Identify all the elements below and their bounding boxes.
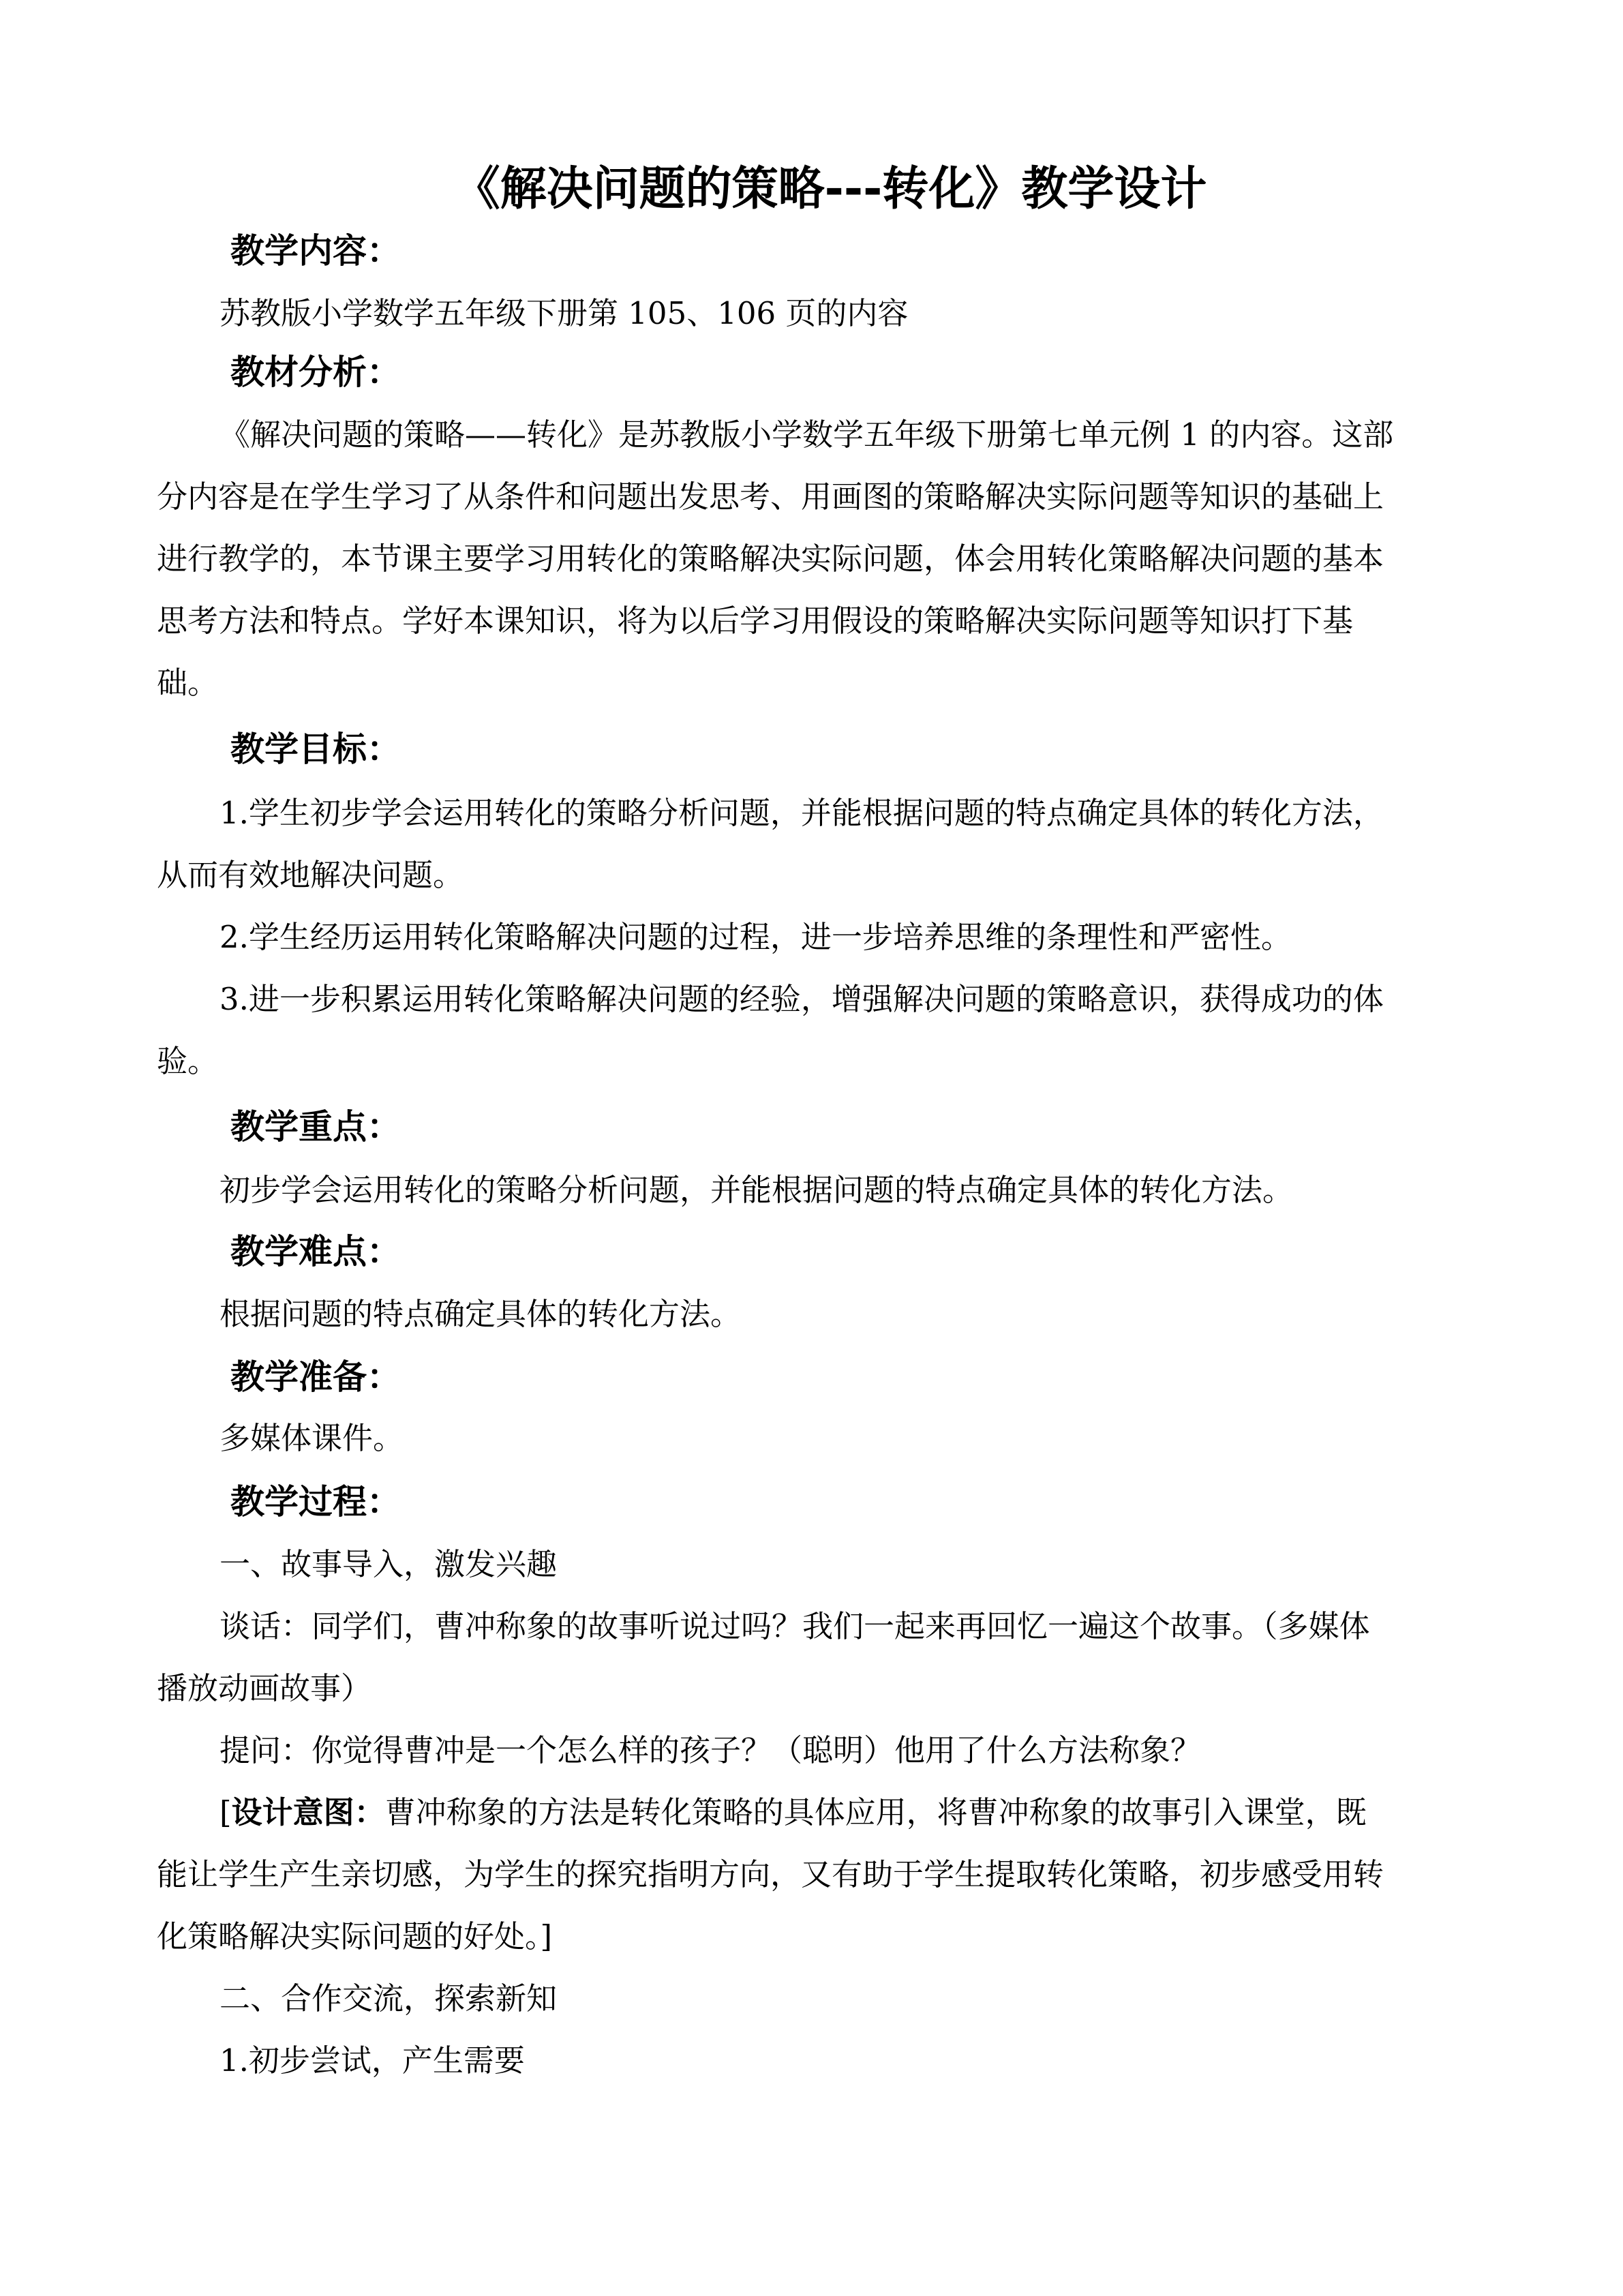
- goal-line: 3.进一步积累运用转化策略解决问题的经验，增强解决问题的策略意识，获得成功的体: [219, 981, 1384, 1017]
- section-heading-goals: 教学目标：: [230, 729, 401, 769]
- analysis-line: 《解决问题的策略——转化》是苏教版小学数学五年级下册第七单元例 1 的内容。这部: [219, 417, 1394, 453]
- section-heading-process: 教学过程：: [230, 1482, 401, 1522]
- section-heading-key-points: 教学重点：: [230, 1107, 401, 1147]
- section-heading-analysis: 教材分析：: [230, 352, 401, 392]
- process-step-2-sub-1: 1.初步尝试，产生需要: [219, 2042, 525, 2079]
- design-intent-line: [219, 1791, 1530, 1834]
- design-intent-text: 曹冲称象的方法是转化策略的具体应用，将曹冲称象的故事引入课堂，既: [384, 1794, 1367, 1830]
- analysis-line: 思考方法和特点。学好本课知识，将为以后学习用假设的策略解决实际问题等知识打下基: [157, 603, 1354, 639]
- goal-line: 验。: [157, 1043, 219, 1079]
- section-heading-content: 教学内容：: [230, 231, 401, 271]
- section-heading-preparation: 教学准备：: [230, 1357, 401, 1397]
- goal-line: 从而有效地解决问题。: [157, 857, 464, 893]
- difficulties-text: 根据问题的特点确定具体的转化方法。: [219, 1296, 742, 1332]
- goal-line: 1.学生初步学会运用转化的策略分析问题，并能根据问题的特点确定具体的转化方法，: [219, 795, 1384, 831]
- design-intent-bracket: [: [219, 1794, 232, 1830]
- process-step-1: 一、故事导入，激发兴趣: [219, 1546, 558, 1582]
- goal-line: 2.学生经历运用转化策略解决问题的过程，进一步培养思维的条理性和严密性。: [219, 919, 1292, 955]
- process-talk-line: 播放动画故事）: [157, 1670, 372, 1706]
- analysis-line: 分内容是在学生学习了从条件和问题出发思考、用画图的策略解决实际问题等知识的基础上: [157, 479, 1384, 515]
- document-title: 《解决问题的策略---转化》教学设计: [453, 162, 1207, 216]
- process-question: 提问：你觉得曹冲是一个怎么样的孩子？（聪明）他用了什么方法称象？: [219, 1732, 1202, 1768]
- key-points-text: 初步学会运用转化的策略分析问题，并能根据问题的特点确定具体的转化方法。: [219, 1172, 1294, 1208]
- design-intent-line: 能让学生产生亲切感，为学生的探究指明方向，又有助于学生提取转化策略，初步感受用转: [157, 1856, 1384, 1892]
- design-intent-line: 化策略解决实际问题的好处。]: [157, 1918, 553, 1954]
- analysis-line: 础。: [157, 665, 219, 701]
- design-intent-label: 设计意图：: [231, 1794, 385, 1830]
- process-talk-line: 谈话：同学们，曹冲称象的故事听说过吗？我们一起来再回忆一遍这个故事。（多媒体: [219, 1608, 1370, 1644]
- section-heading-difficulties: 教学难点：: [230, 1232, 401, 1271]
- process-step-2: 二、合作交流，探索新知: [219, 1980, 558, 2016]
- analysis-line: 进行教学的，本节课主要学习用转化的策略解决实际问题，体会用转化策略解决问题的基本: [157, 541, 1384, 577]
- preparation-text: 多媒体课件。: [219, 1420, 404, 1456]
- content-text: 苏教版小学数学五年级下册第 105、106 页的内容: [219, 295, 909, 331]
